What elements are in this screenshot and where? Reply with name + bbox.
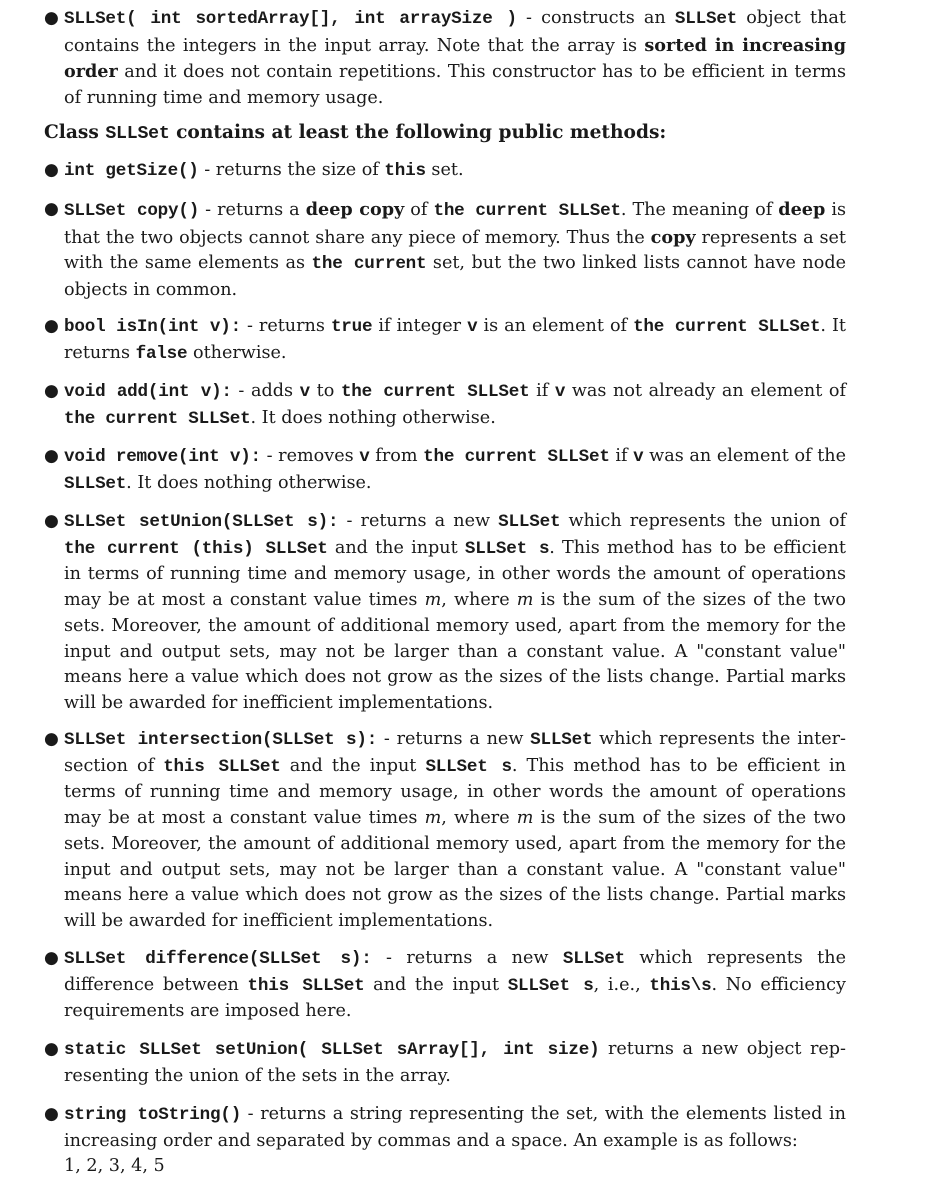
constructor-item: ● SLLSet( int sortedArray[], int arraySize ) - constructs an SLLSet object that contains the integers in the input array. Note that the array is sorted in increasing order and it does not contain repetitions. This constructor has to be efficient in terms of running time and memory usage. (44, 8, 846, 109)
method-isin: ● bool isIn(int v): - returns true if integer v is an element of the current SLLSet. It returns false otherwise. (44, 316, 846, 364)
method-tostring: ● string toString() - returns a string representing the set, with the elements listed in increasing order and separated by commas and a space. An example is as follows: 1, 2, 3, 4, 5 (44, 1104, 846, 1177)
bullet-icon: ● (44, 948, 59, 968)
code-text: SLLSet setUnion(SLLSet s): (64, 512, 339, 532)
method-add: ● void add(int v): - adds v to the current SLLSet if v was not already an element of the current SLLSet. It does nothing otherwise. (44, 381, 847, 429)
method-setunion: ● SLLSet setUnion(SLLSet s): - returns a new SLLSet which represents the union of the current (this) SLLSet and the input SLLSet s. This method has to be efficient in terms of running time and memory usage, in other words the amount of operations may be at most a constant value times m, where m is the sum of the sizes of the two sets. Moreover, the amount of additional memory used, apart from the memory for the input and output sets, may not be larger than a constant value. A "constant value" means here a value which does not grow as the sizes of the lists change. Partial marks will be awarded for inefficient implementations. (44, 511, 847, 713)
method-intersection: ● SLLSet intersection(SLLSet s): - returns a new SLLSet which represents the inter-section of this SLLSet and the input SLLSet s. This method has to be efficient in terms of running time and memory usage, in other words the amount of operations may be at most a constant value times m, where m is the sum of the sizes of the two sets. Moreover, the amount of additional memory used, apart from the memory for the input and output sets, may not be larger than a constant value. A "constant value" means here a value which does not grow as the sizes of the lists change. Partial marks will be awarded for inefficient implementations. (44, 729, 846, 931)
bullet-icon: ● (44, 446, 59, 466)
code-text: SLLSet difference(SLLSet s): (64, 949, 372, 969)
code-text: static SLLSet setUnion( SLLSet sArray[], int size) (64, 1040, 600, 1060)
code-text: SLLSet copy() (64, 201, 200, 221)
bullet-icon: ● (44, 316, 59, 336)
method-copy: ● SLLSet copy() - returns a deep copy of the current SLLSet. The meaning of deep is that the two objects cannot share any piece of memory. Thus the copy represents a set with the same elements as the current set, but the two linked lists cannot have node objects in common. (44, 199, 847, 301)
bullet-icon: ● (44, 381, 59, 401)
example-output: 1, 2, 3, 4, 5 (64, 1156, 165, 1177)
method-getsize: ● int getSize() - returns the size of this set. (64, 158, 846, 185)
bullet-icon: ● (44, 160, 59, 180)
bullet-icon: ● (44, 1039, 59, 1059)
code-text: void remove(int v): (64, 447, 261, 467)
method-static-setunion: ● static SLLSet setUnion( SLLSet sArray[], int size) returns a new object rep-resenting the union of the sets in the array. (44, 1039, 846, 1086)
code-text: void add(int v): (64, 382, 232, 402)
bullet-icon: ● (44, 8, 59, 28)
method-remove: ● void remove(int v): - removes v from the current SLLSet if v was an element of the SLLSet. It does nothing otherwise. (44, 446, 847, 494)
bullet-icon: ● (44, 511, 59, 531)
bullet-icon: ● (44, 1104, 59, 1124)
code-text: SLLSet( int sortedArray[], int arraySize ) (64, 9, 517, 29)
code-text: SLLSet intersection(SLLSet s): (64, 730, 378, 750)
section-heading: Class SLLSet contains at least the following public methods: (44, 122, 667, 144)
code-text: int getSize() (64, 161, 199, 181)
bullet-icon: ● (44, 199, 59, 219)
bullet-icon: ● (44, 729, 59, 749)
method-difference: ● SLLSet difference(SLLSet s): - returns a new SLLSet which represents the difference between this SLLSet and the input SLLSet s, i.e., this\s. No efficiency requirements are imposed here. (44, 948, 846, 1022)
code-text: string toString() (64, 1105, 242, 1125)
code-text: bool isIn(int v): (64, 317, 241, 337)
